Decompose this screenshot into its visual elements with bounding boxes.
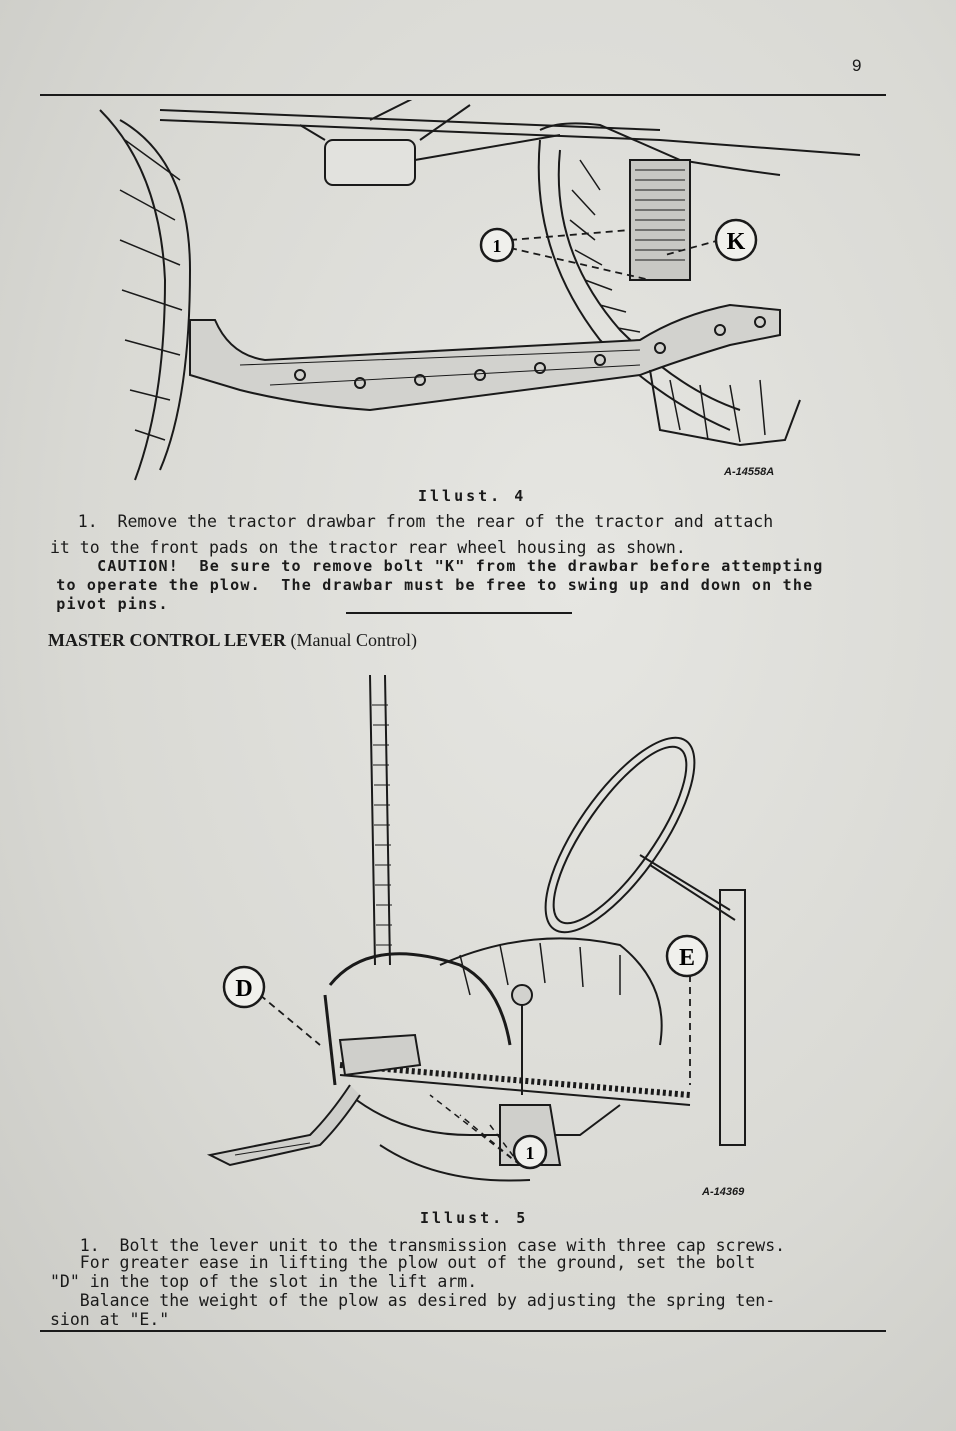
caption-illust-4: Illust. 4 xyxy=(418,487,527,505)
para1-line4: to operate the plow. The drawbar must be free to swing up and down on the xyxy=(46,576,814,594)
para1-line3: CAUTION! Be sure to remove bolt "K" from the drawbar before attempting xyxy=(46,557,824,575)
callout-1b: 1 xyxy=(525,1143,535,1163)
para2-line1: 1. Bolt the lever unit to the transmission case with three cap screws. xyxy=(50,1236,786,1255)
para2-line2: For greater ease in lifting the plow out of the ground, set the bolt xyxy=(50,1253,756,1272)
para2-line4: Balance the weight of the plow as desired by adjusting the spring ten- xyxy=(50,1291,776,1310)
section-title: MASTER CONTROL LEVER xyxy=(48,630,287,650)
figure-code-2: A-14369 xyxy=(702,1186,745,1198)
figure-code-1: A-14558A xyxy=(724,466,775,478)
caption-illust-5: Illust. 5 xyxy=(420,1209,529,1227)
para2-line3: "D" in the top of the slot in the lift arm. xyxy=(50,1272,478,1291)
callout-d: D xyxy=(235,976,253,1002)
callout-k: K xyxy=(726,229,746,255)
bottom-rule xyxy=(40,1330,886,1332)
callout-e: E xyxy=(678,945,696,971)
page-number: 9 xyxy=(852,56,862,75)
para1-line5: pivot pins. xyxy=(46,595,169,613)
top-rule xyxy=(40,94,886,96)
para1-line1: 1. Remove the tractor drawbar from the rear of the tractor and attach xyxy=(48,512,774,531)
section-divider xyxy=(346,612,572,614)
section-subtitle: (Manual Control) xyxy=(290,630,418,650)
section-heading xyxy=(48,630,417,651)
drawbar-illustration xyxy=(40,100,880,485)
para1-line2: it to the front pads on the tractor rear wheel housing as shown. xyxy=(50,538,686,557)
para2-line5: sion at "E." xyxy=(50,1310,170,1329)
callout-1: 1 xyxy=(492,236,502,256)
control-lever-illustration xyxy=(200,665,800,1205)
